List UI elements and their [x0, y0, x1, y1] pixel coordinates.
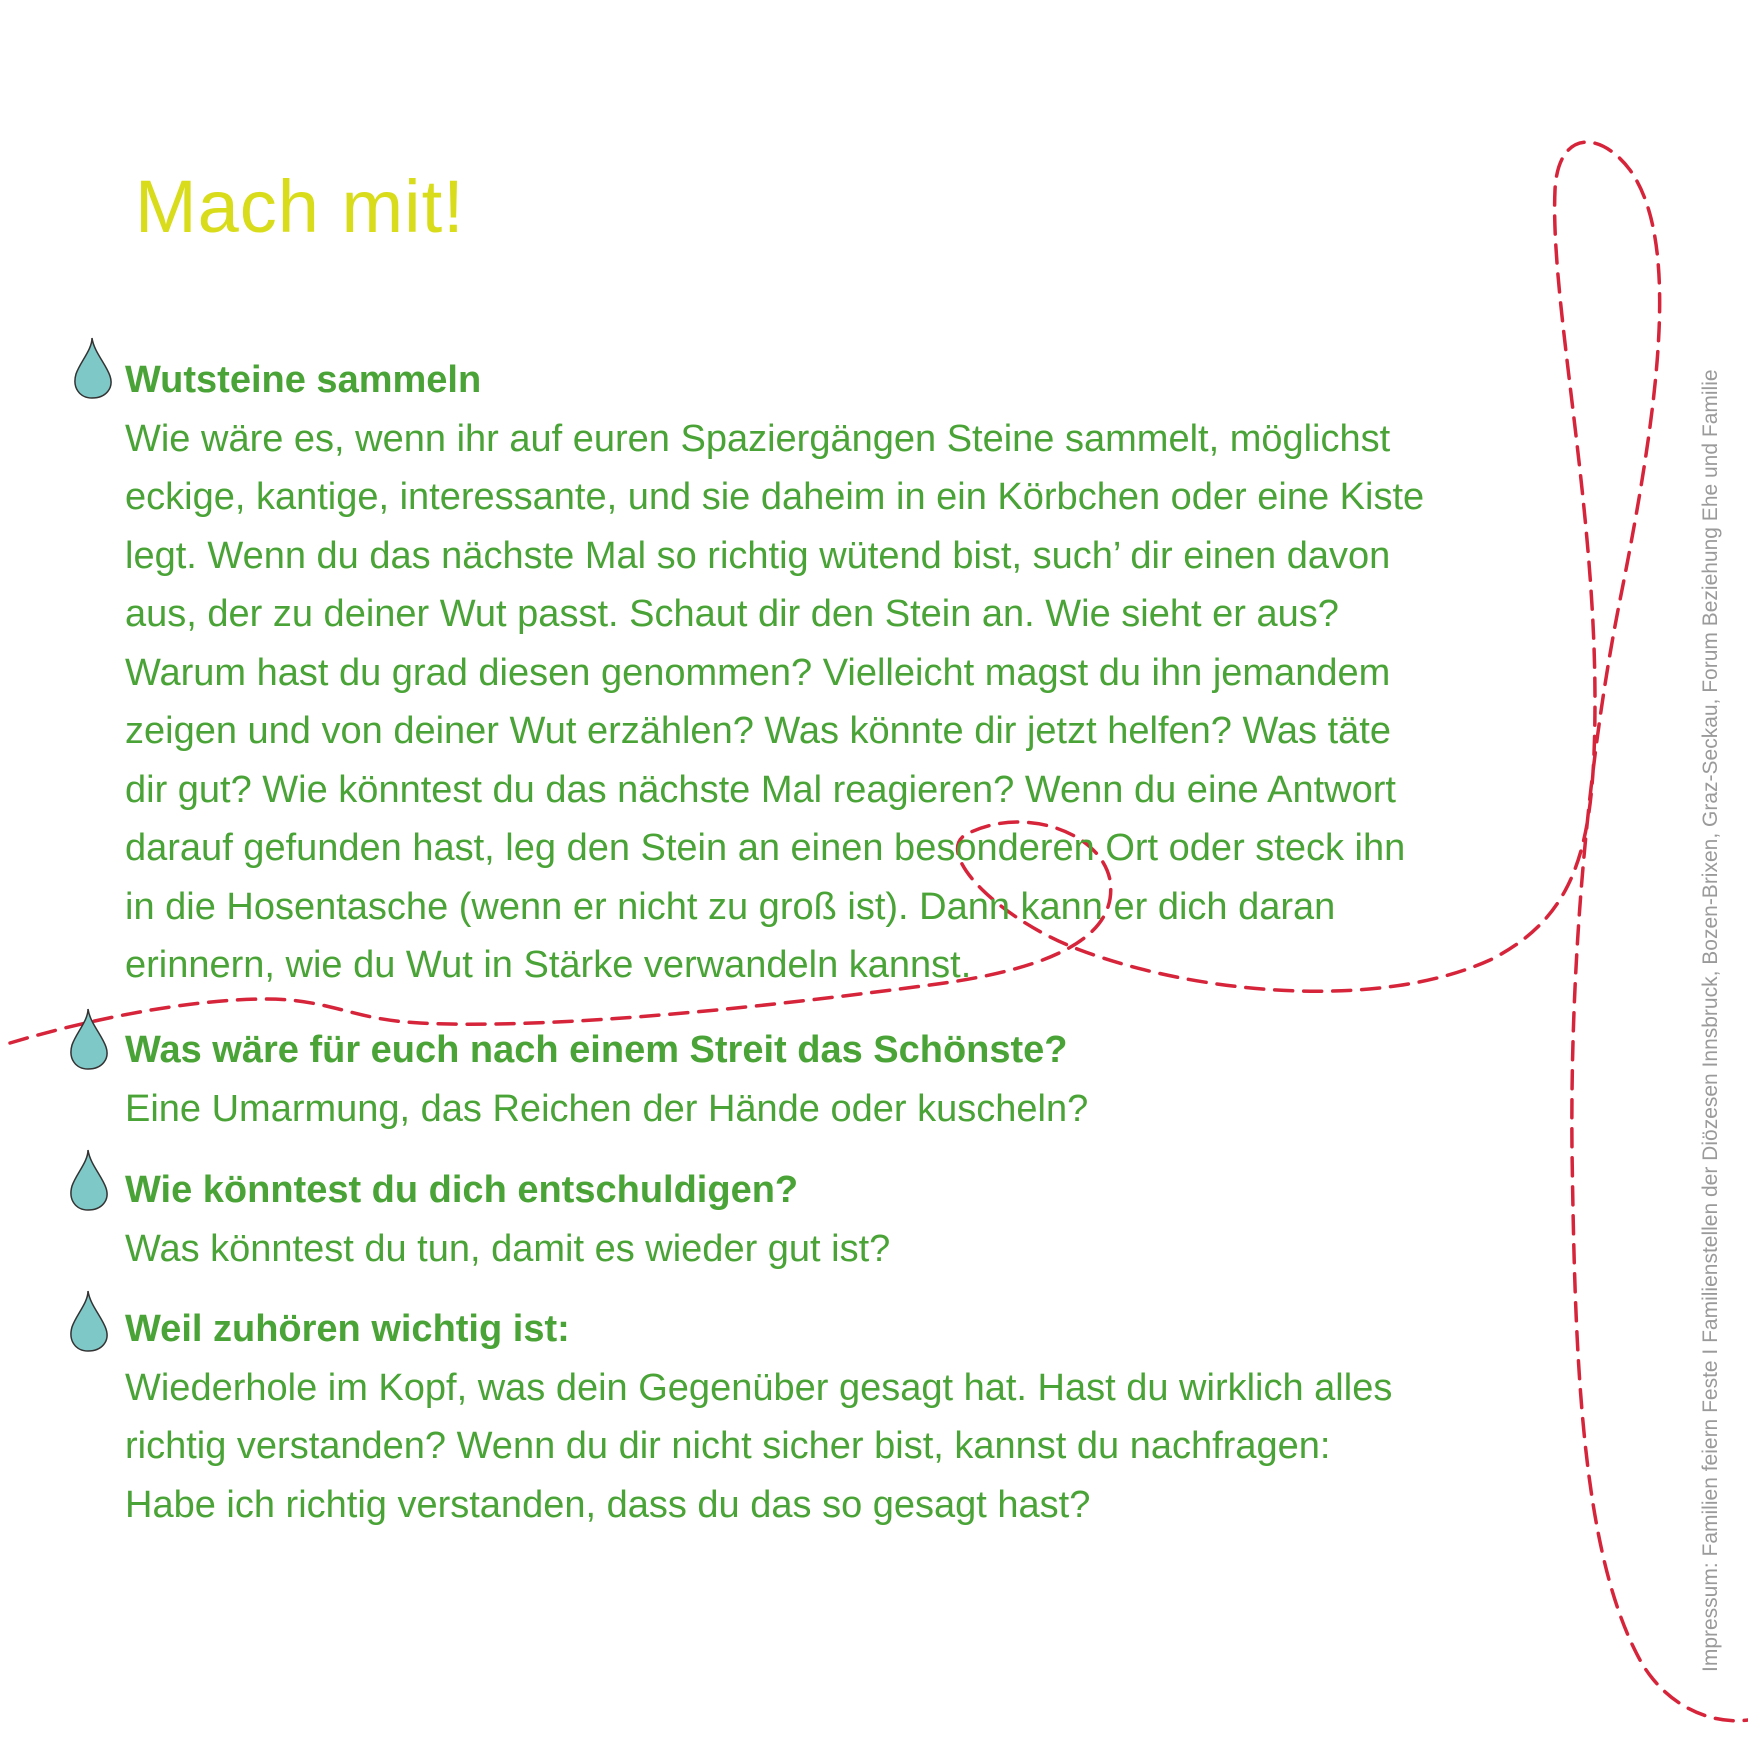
body-line: zeigen und von deiner Wut erzählen? Was könnte dir jetzt helfen? Was täte [125, 710, 1391, 752]
body-line: dir gut? Wie könntest du das nächste Mal reagieren? Wenn du eine Antwort [125, 768, 1396, 811]
body-line: Was könntest du tun, damit es wieder gut ist? [125, 1227, 891, 1270]
body-line: legt. Wenn du das nächste Mal so richtig wütend bist, such’ dir einen davon [125, 534, 1391, 577]
section-streit [125, 1021, 1565, 1138]
water-drop-icon [66, 1289, 112, 1355]
section-heading: Wie könntest du dich entschuldigen? [125, 1169, 799, 1211]
water-drop-icon [66, 1148, 112, 1214]
section-wutsteine [125, 351, 1565, 995]
page-title: Mach mit! [135, 165, 465, 248]
body-line: aus, der zu deiner Wut passt. Schaut dir den Stein an. Wie sieht er aus? [125, 593, 1339, 635]
body-line: erinnern, wie du Wut in Stärke verwandeln kannst. [125, 944, 972, 986]
section-heading: Wutsteine sammeln [125, 359, 482, 401]
section-heading: Weil zuhören wichtig ist: [125, 1308, 570, 1350]
body-line: eckige, kantige, interessante, und sie daheim in ein Körbchen oder eine Kiste [125, 476, 1425, 518]
body-line: Wie wäre es, wenn ihr auf euren Spaziergängen Steine sammelt, möglichst [125, 417, 1391, 460]
body-line: in die Hosentasche (wenn er nicht zu groß ist). Dann kann er dich daran [125, 885, 1336, 928]
impressum-text: Impressum: Familien feiern Feste I Familienstellen der Diözesen Innsbruck, Bozen-Brixen, Graz-Seckau, Forum Beziehung Ehe und Familie [1699, 369, 1722, 1672]
section-heading: Was wäre für euch nach einem Streit das Schönste? [125, 1029, 1068, 1071]
water-drop-icon [66, 1007, 112, 1073]
water-drop-icon [70, 336, 116, 402]
body-line: richtig verstanden? Wenn du dir nicht sicher bist, kannst du nachfragen: [125, 1425, 1331, 1467]
body-line: Warum hast du grad diesen genommen? Vielleicht magst du ihn jemandem [125, 651, 1391, 694]
section-zuhoeren [125, 1300, 1565, 1534]
body-line: Eine Umarmung, das Reichen der Hände oder kuscheln? [125, 1087, 1089, 1130]
body-line: darauf gefunden hast, leg den Stein an einen besonderen Ort oder steck ihn [125, 827, 1406, 869]
body-line: Wiederhole im Kopf, was dein Gegenüber gesagt hat. Hast du wirklich alles [125, 1366, 1393, 1409]
section-entschuldigen [125, 1161, 1565, 1278]
body-line: Habe ich richtig verstanden, dass du das so gesagt hast? [125, 1483, 1091, 1526]
